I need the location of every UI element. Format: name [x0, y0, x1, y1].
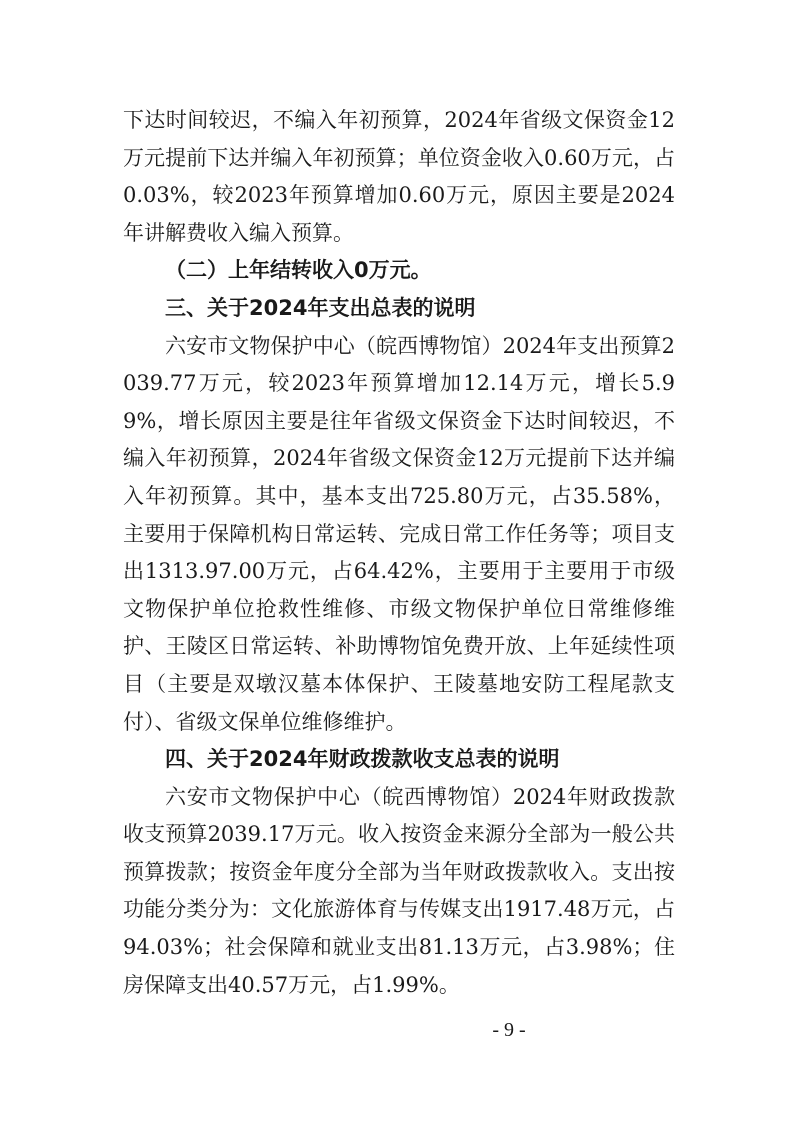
document-body — [123, 102, 675, 1004]
body-paragraph-1: 下达时间较迟，不编入年初预算，2024年省级文保资金12万元提前下达并编入年初预算；单位资金收入0.60万元，占0.03%，较2023年预算增加0.60万元，原因主要是2024年讲解费收入编入预算。 — [123, 108, 675, 245]
page-number: - 9 - — [492, 1019, 526, 1041]
section-heading-3: 三、关于2024年支出总表的说明 — [165, 295, 476, 320]
body-paragraph-2: 六安市文物保护中心（皖西博物馆）2024年支出预算2039.77万元，较2023年预算增加12.14万元，增长5.99%，增长原因主要是往年省级文保资金下达时间较迟，不编入年初预算，2024年省级文保资金12万元提前下达并编入年初预算。其中，基本支出725.80万元，占35.58%，主要用于保障机构日常运转、完成日常工作任务等；项目支出1313.97.00万元，占64.42%，主要用于主要用于市级文物保护单位抢救性维修、市级文物保护单位日常维修维护、王陵区日常运转、补助博物馆免费开放、上年延续性项目（主要是双墩汉墓本体保护、王陵墓地安防工程尾款支付）、省级文保单位维修维护。 — [123, 333, 675, 734]
body-paragraph-3: 六安市文物保护中心（皖西博物馆）2024年财政拨款收支预算2039.17万元。收入按资金来源分全部为一般公共预算拨款；按资金年度分全部为当年财政拨款收入。支出按功能分类分为：文化旅游体育与传媒支出1917.48万元，占94.03%；社会保障和就业支出81.13万元，占3.98%；住房保障支出40.57万元，占1.99%。 — [123, 784, 675, 997]
section-heading-4: 四、关于2024年财政拨款收支总表的说明 — [165, 747, 560, 772]
subsection-heading-prior-year-carryover: （二）上年结转收入0万元。 — [165, 258, 432, 283]
